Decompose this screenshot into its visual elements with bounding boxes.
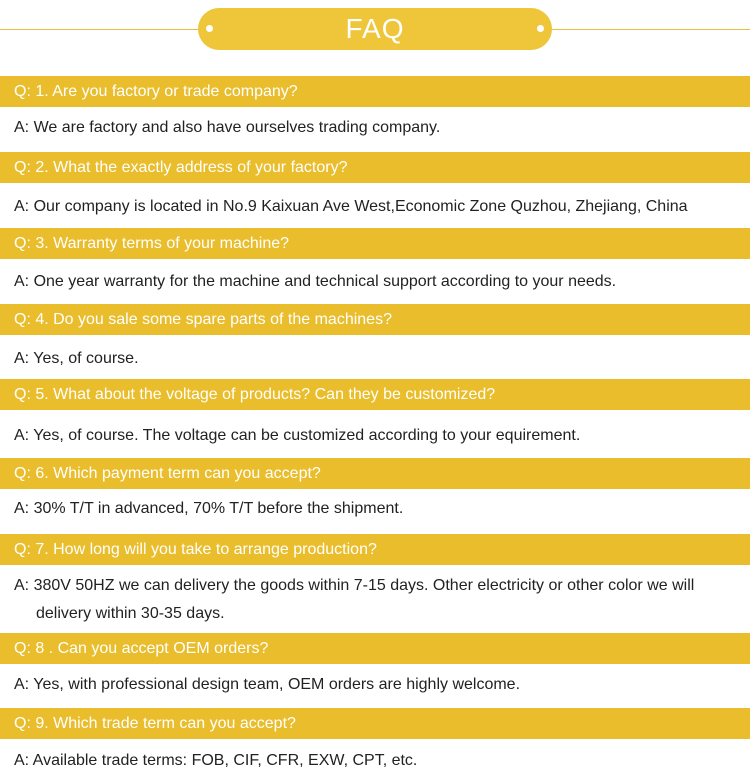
banner-dot-left — [206, 25, 213, 32]
faq-answer-5: A: Yes, of course. The voltage can be customized according to your equirement. — [14, 427, 581, 444]
faq-answer-3: A: One year warranty for the machine and technical support according to your needs. — [14, 273, 617, 290]
faq-answer-4: A: Yes, of course. — [14, 350, 139, 367]
faq-answer-8: A: Yes, with professional design team, OEM orders are highly welcome. — [14, 676, 521, 693]
page-title: FAQ — [345, 13, 405, 44]
faq-answer-6: A: 30% T/T in advanced, 70% T/T before the shipment. — [14, 500, 404, 517]
banner-dot-right — [537, 25, 544, 32]
faq-answer-9: A: Available trade terms: FOB, CIF, CFR, EXW, CPT, etc. — [14, 752, 418, 769]
faq-answer-7: A: 380V 50HZ we can delivery the goods within 7-15 days. Other electricity or other color we will delivery within 30-35 days. — [14, 577, 695, 622]
faq-answer-2: A: Our company is located in No.9 Kaixuan Ave West,Economic Zone Quzhou, Zhejiang, China — [14, 198, 688, 215]
faq-question-6: Q: 6. Which payment term can you accept? — [0, 458, 750, 489]
faq-question-3: Q: 3. Warranty terms of your machine? — [0, 228, 750, 259]
faq-question-9: Q: 9. Which trade term can you accept? — [0, 708, 750, 739]
faq-question-1: Q: 1. Are you factory or trade company? — [0, 76, 750, 107]
faq-question-4: Q: 4. Do you sale some spare parts of the machines? — [0, 304, 750, 335]
faq-question-5: Q: 5. What about the voltage of products? Can they be customized? — [0, 379, 750, 410]
faq-title-banner — [198, 8, 552, 50]
faq-question-7: Q: 7. How long will you take to arrange production? — [0, 534, 750, 565]
faq-question-8: Q: 8 . Can you accept OEM orders? — [0, 633, 750, 664]
faq-answer-1: A: We are factory and also have ourselves trading company. — [14, 119, 441, 136]
faq-question-2: Q: 2. What the exactly address of your factory? — [0, 152, 750, 183]
faq-header — [0, 0, 750, 62]
